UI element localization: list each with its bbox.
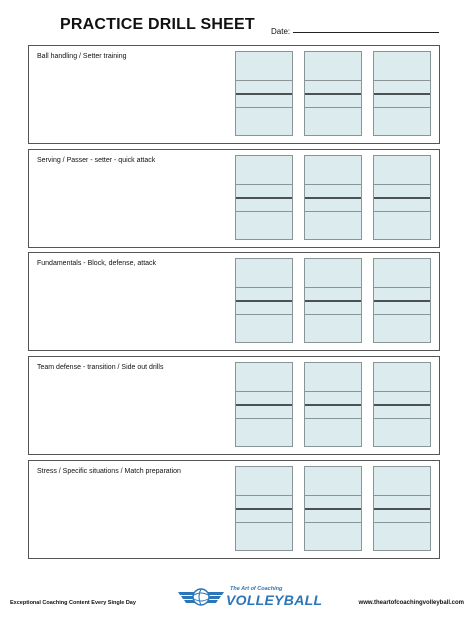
- court-net-line: [374, 300, 430, 302]
- court-net-line: [236, 508, 292, 510]
- court-attack-line: [374, 80, 430, 81]
- court-diagram: [304, 51, 362, 136]
- logo-wordmark: VOLLEYBALL: [226, 592, 323, 608]
- court-attack-line: [374, 184, 430, 185]
- drill-section-label: Team defense - transition / Side out drills: [37, 364, 164, 371]
- court-diagram: [304, 362, 362, 447]
- court-attack-line: [305, 184, 361, 185]
- court-diagram: [235, 51, 293, 136]
- court-attack-line: [236, 522, 292, 523]
- court-attack-line: [305, 418, 361, 419]
- court-diagram: [235, 362, 293, 447]
- court-diagram: [373, 466, 431, 551]
- court-net-line: [374, 404, 430, 406]
- court-attack-line: [305, 391, 361, 392]
- court-attack-line: [305, 495, 361, 496]
- court-attack-line: [236, 107, 292, 108]
- volleyball-wings-logo-icon: [176, 586, 226, 610]
- court-net-line: [236, 404, 292, 406]
- court-net-line: [305, 93, 361, 95]
- court-attack-line: [305, 522, 361, 523]
- court-net-line: [305, 508, 361, 510]
- court-diagram: [304, 466, 362, 551]
- court-attack-line: [374, 314, 430, 315]
- date-label: Date:: [271, 27, 291, 36]
- court-diagram: [373, 362, 431, 447]
- drill-section-team-defense: [28, 356, 440, 455]
- court-diagram: [235, 466, 293, 551]
- court-net-line: [305, 197, 361, 199]
- court-net-line: [236, 197, 292, 199]
- court-diagram: [373, 51, 431, 136]
- court-net-line: [374, 508, 430, 510]
- court-diagram: [235, 155, 293, 240]
- court-attack-line: [374, 418, 430, 419]
- logo-subtitle: The Art of Coaching: [230, 586, 283, 592]
- court-diagram: [304, 155, 362, 240]
- court-attack-line: [236, 495, 292, 496]
- footer-tagline: Exceptional Coaching Content Every Single Day: [10, 600, 136, 606]
- footer-logo: [176, 584, 332, 612]
- drill-section-stress: [28, 460, 440, 559]
- court-attack-line: [236, 184, 292, 185]
- court-diagram: [235, 258, 293, 343]
- court-attack-line: [236, 211, 292, 212]
- court-attack-line: [305, 287, 361, 288]
- court-attack-line: [236, 287, 292, 288]
- court-net-line: [236, 300, 292, 302]
- court-attack-line: [374, 495, 430, 496]
- court-diagram: [373, 155, 431, 240]
- drill-section-label: Ball handling / Setter training: [37, 53, 127, 60]
- court-attack-line: [374, 107, 430, 108]
- drill-section-serving: [28, 149, 440, 248]
- court-attack-line: [374, 211, 430, 212]
- court-attack-line: [374, 391, 430, 392]
- court-attack-line: [374, 522, 430, 523]
- court-attack-line: [236, 418, 292, 419]
- court-net-line: [305, 404, 361, 406]
- court-attack-line: [374, 287, 430, 288]
- court-attack-line: [236, 391, 292, 392]
- court-attack-line: [236, 80, 292, 81]
- court-net-line: [374, 93, 430, 95]
- page-title: PRACTICE DRILL SHEET: [60, 16, 255, 33]
- court-attack-line: [236, 314, 292, 315]
- date-field-line: [293, 32, 439, 33]
- drill-section-fundamentals: [28, 252, 440, 351]
- court-attack-line: [305, 211, 361, 212]
- drill-section-label: Serving / Passer - setter - quick attack: [37, 157, 156, 164]
- court-diagram: [373, 258, 431, 343]
- court-attack-line: [305, 107, 361, 108]
- drill-section-ball-handling: [28, 45, 440, 144]
- court-diagram: [304, 258, 362, 343]
- court-net-line: [236, 93, 292, 95]
- court-net-line: [374, 197, 430, 199]
- drill-section-label: Fundamentals - Block, defense, attack: [37, 260, 157, 267]
- court-net-line: [305, 300, 361, 302]
- footer-website-link[interactable]: www.theartofcoachingvolleyball.com: [358, 600, 464, 606]
- court-attack-line: [305, 314, 361, 315]
- drill-section-label: Stress / Specific situations / Match preparation: [37, 468, 181, 475]
- court-attack-line: [305, 80, 361, 81]
